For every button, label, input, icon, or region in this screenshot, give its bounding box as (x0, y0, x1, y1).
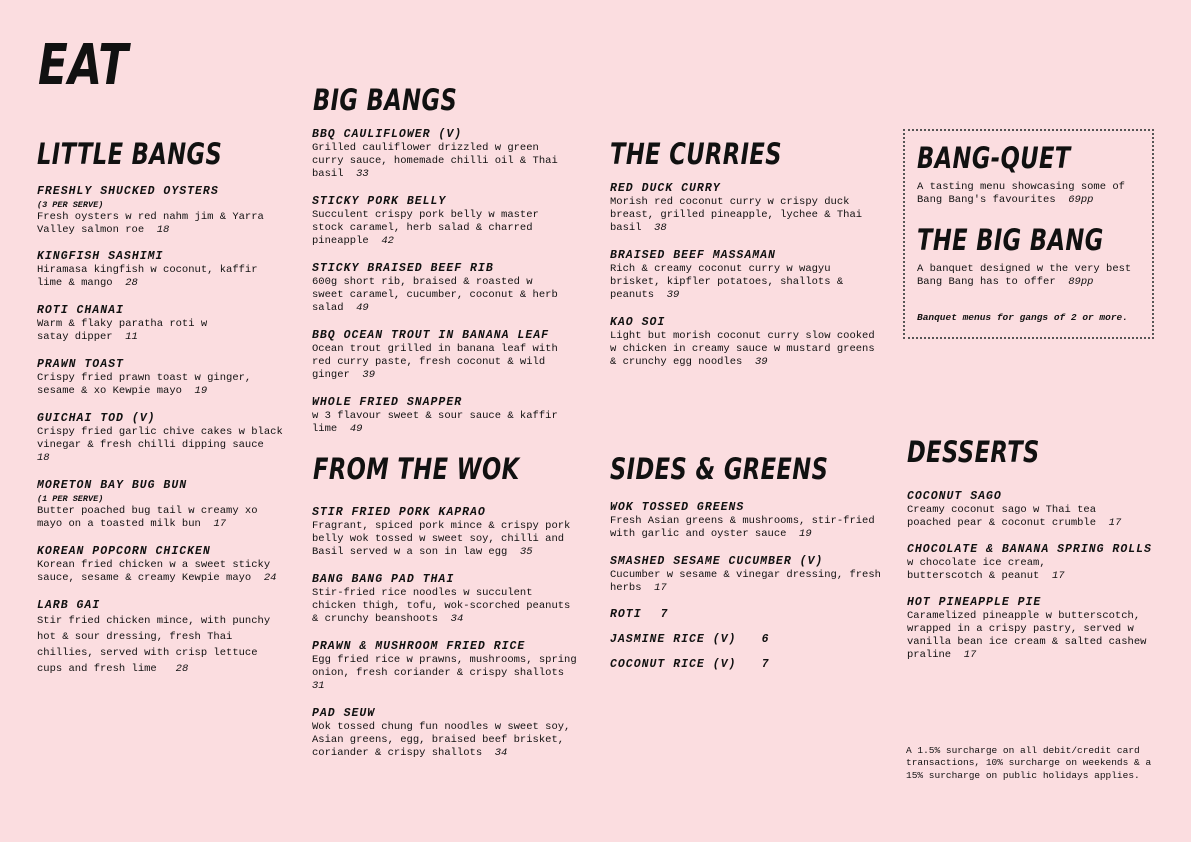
item-price: 19 (799, 528, 812, 540)
item-price: 49 (349, 423, 363, 435)
item-name: COCONUT SAGO (907, 490, 1002, 503)
item-description: Rich & creamy coconut curry w wagyu brisket, kipfler potatoes, shallots & peanuts 39 (610, 263, 844, 301)
menu-item (312, 506, 578, 559)
item-name: HOT PINEAPPLE PIE (907, 596, 1042, 609)
menu-item (312, 396, 570, 436)
item-description: Fragrant, spiced pork mince & crispy pork belly wok tossed w sweet soy, chilli and Basil served w a son in law egg 35 (312, 520, 571, 558)
item-name: BRAISED BEEF MASSAMAN (610, 249, 776, 262)
item-description: Hiramasa kingfish w coconut, kaffir lime & mango 28 (37, 264, 258, 289)
item-price: 38 (654, 222, 667, 234)
menu-item (37, 545, 287, 585)
menu-item (37, 479, 287, 531)
section-title-big-bangs: BIG BANGS (313, 83, 458, 117)
item-description: Korean fried chicken w a sweet sticky sauce, sesame & creamy Kewpie mayo 24 (37, 559, 277, 584)
menu-item (312, 329, 570, 382)
item-price: 11 (125, 331, 138, 343)
section-title-little-bangs: LITTLE BANGS (37, 137, 223, 171)
item-name: BANG BANG PAD THAI (312, 573, 455, 586)
item-name: JASMINE RICE (V) (610, 633, 737, 646)
item-name: FRESHLY SHUCKED OYSTERS (37, 185, 219, 198)
menu-item (37, 304, 237, 344)
bangquet-description: A tasting menu showcasing some of Bang Bang's favourites 69pp (917, 181, 1125, 206)
item-name: GUICHAI TOD (V) (37, 412, 156, 425)
item-name: PAD SEUW (312, 707, 376, 720)
big-bangs-list (312, 128, 570, 436)
banquet-box (903, 129, 1154, 339)
menu-item (610, 249, 878, 302)
item-description: Cucumber w sesame & vinegar dressing, fresh herbs 17 (610, 569, 881, 594)
item-name: BBQ CAULIFLOWER (V) (312, 128, 463, 141)
banquet-note: Banquet menus for gangs of 2 or more. (917, 312, 1128, 323)
menu-item (610, 608, 882, 622)
menu-item (907, 490, 1142, 530)
item-price: 17 (963, 649, 977, 661)
menu-item (37, 185, 287, 237)
menu-item (610, 501, 882, 541)
menu-item (37, 250, 287, 290)
section-title-from-the-wok: FROM THE WOK (313, 452, 520, 486)
menu-item (610, 555, 882, 595)
item-name: RED DUCK CURRY (610, 182, 721, 195)
item-description: Butter poached bug tail w creamy xo mayo on a toasted milk bun 17 (37, 505, 258, 530)
item-price: 28 (175, 663, 189, 675)
item-price: 42 (381, 235, 394, 247)
item-description: Fresh oysters w red nahm jim & Yarra Valley salmon roe 18 (37, 211, 264, 236)
menu-item (312, 640, 578, 693)
the-curries-list (610, 182, 878, 369)
item-price: 39 (362, 369, 376, 381)
menu-item (907, 543, 1169, 583)
item-name: BBQ OCEAN TROUT IN BANANA LEAF (312, 329, 550, 342)
desserts-list (907, 490, 1169, 662)
item-price: 6 (761, 633, 770, 646)
item-name: LARB GAI (37, 599, 101, 612)
menu-item (610, 658, 882, 672)
item-note: (3 PER SERVE) (37, 200, 104, 210)
item-description: Morish red coconut curry w crispy duck breast, grilled pineapple, lychee & Thai basil 38 (610, 196, 863, 234)
section-title-desserts: DESSERTS (907, 435, 1040, 469)
item-name: PRAWN & MUSHROOM FRIED RICE (312, 640, 526, 653)
item-description: Caramelized pineapple w butterscotch, wrapped in a crispy pastry, served w vanilla bean ice cream & salted cashew praline 17 (907, 610, 1147, 661)
item-description: 600g short rib, braised & roasted w sweet caramel, cucumber, coconut & herb salad 49 (312, 276, 558, 314)
item-price: 17 (1108, 517, 1122, 529)
item-price: 31 (312, 680, 325, 692)
item-price: 18 (37, 452, 50, 464)
menu-item (312, 195, 570, 248)
item-description: Succulent crispy pork belly w master stock caramel, herb salad & charred pineapple 42 (312, 209, 539, 247)
big-bang-price: 89pp (1068, 276, 1094, 288)
item-name: MORETON BAY BUG BUN (37, 479, 188, 492)
from-the-wok-list (312, 506, 578, 760)
item-description: Light but morish coconut curry slow cooked w chicken in creamy sauce w mustard greens & crunchy egg noodles 39 (610, 330, 875, 368)
menu-item (610, 633, 882, 647)
item-description: Wok tossed chung fun noodles w sweet soy, Asian greens, egg, braised beef brisket, coriander & crispy shallots 34 (312, 721, 571, 759)
menu-item (312, 707, 578, 760)
item-price: 19 (194, 385, 208, 397)
item-price: 17 (654, 582, 667, 594)
item-name: WOK TOSSED GREENS (610, 501, 745, 514)
item-name: WHOLE FRIED SNAPPER (312, 396, 463, 409)
item-description: Fresh Asian greens & mushrooms, stir-fried with garlic and oyster sauce 19 (610, 515, 875, 540)
page-title: EAT (38, 33, 129, 98)
section-title-sides-greens: SIDES & GREENS (610, 452, 829, 486)
item-price: 33 (356, 168, 369, 180)
item-price: 17 (213, 518, 227, 530)
menu-item (312, 128, 570, 181)
menu-item (312, 573, 578, 626)
item-name: STICKY BRAISED BEEF RIB (312, 262, 494, 275)
item-name: STIR FRIED PORK KAPRAO (312, 506, 486, 519)
sides-greens-list (610, 501, 882, 672)
section-title-the-curries: THE CURRIES (610, 137, 782, 171)
item-description: w 3 flavour sweet & sour sauce & kaffir lime 49 (312, 410, 558, 435)
item-name: ROTI CHANAI (37, 304, 124, 317)
menu-item (907, 596, 1157, 662)
item-name: COCONUT RICE (V) (610, 658, 737, 671)
item-description: Grilled cauliflower drizzled w green curry sauce, homemade chilli oil & Thai basil 33 (312, 142, 558, 180)
item-description: Egg fried rice w prawns, mushrooms, spring onion, fresh coriander & crispy shallots 31 (312, 654, 577, 692)
menu-item (37, 412, 287, 465)
item-name: KOREAN POPCORN CHICKEN (37, 545, 211, 558)
big-bang-title: THE BIG BANG (917, 223, 1104, 257)
item-name: KINGFISH SASHIMI (37, 250, 164, 263)
menu-item (610, 182, 878, 235)
bangquet-title: BANG-QUET (917, 141, 1071, 175)
menu-item (610, 316, 878, 369)
item-price: 28 (125, 277, 138, 289)
item-description: Ocean trout grilled in banana leaf with red curry paste, fresh coconut & wild ginger 39 (312, 343, 558, 381)
item-description: Warm & flaky paratha roti w satay dipper 11 (37, 318, 208, 343)
bangquet-price: 69pp (1068, 194, 1094, 206)
menu-item (37, 599, 287, 677)
item-price: 35 (519, 546, 533, 558)
item-description: Creamy coconut sago w Thai tea poached pear & coconut crumble 17 (907, 504, 1122, 529)
item-description: Stir-fried rice noodles w succulent chicken thigh, tofu, wok-scorched peanuts & crunchy beanshoots 34 (312, 587, 571, 625)
item-price: 24 (263, 572, 277, 584)
item-description: Crispy fried garlic chive cakes w black vinegar & fresh chilli dipping sauce 18 (37, 426, 283, 464)
item-price: 34 (450, 613, 464, 625)
item-name: PRAWN TOAST (37, 358, 124, 371)
item-description: Stir fried chicken mince, with punchy hot & sour dressing, fresh Thai chillies, served with crisp lettuce cups and fresh lime 28 (37, 615, 271, 675)
item-description: w chocolate ice cream, butterscotch & peanut 17 (907, 557, 1065, 582)
item-note: (1 PER SERVE) (37, 494, 104, 504)
item-price: 39 (754, 356, 768, 368)
item-name: KAO SOI (610, 316, 666, 329)
item-price: 18 (156, 224, 170, 236)
item-name: CHOCOLATE & BANANA SPRING ROLLS (907, 543, 1152, 556)
item-price: 34 (494, 747, 508, 759)
item-description: Crispy fried prawn toast w ginger, sesame & xo Kewpie mayo 19 (37, 372, 252, 397)
menu-item (312, 262, 570, 315)
item-price: 17 (1051, 570, 1065, 582)
item-price: 49 (356, 302, 369, 314)
menu-item (37, 358, 287, 398)
item-name: STICKY PORK BELLY (312, 195, 447, 208)
item-price: 39 (666, 289, 680, 301)
item-name: ROTI (610, 608, 642, 621)
item-price: 7 (761, 658, 770, 671)
surcharge-footnote: A 1.5% surcharge on all debit/credit card transactions, 10% surcharge on weekends & a 15% surcharge on public holidays applies. (906, 745, 1152, 781)
big-bang-description: A banquet designed w the very best Bang Bang has to offer 89pp (917, 263, 1132, 288)
item-price: 7 (660, 608, 669, 621)
item-name: SMASHED SESAME CUCUMBER (V) (610, 555, 824, 568)
little-bangs-list (37, 185, 287, 677)
